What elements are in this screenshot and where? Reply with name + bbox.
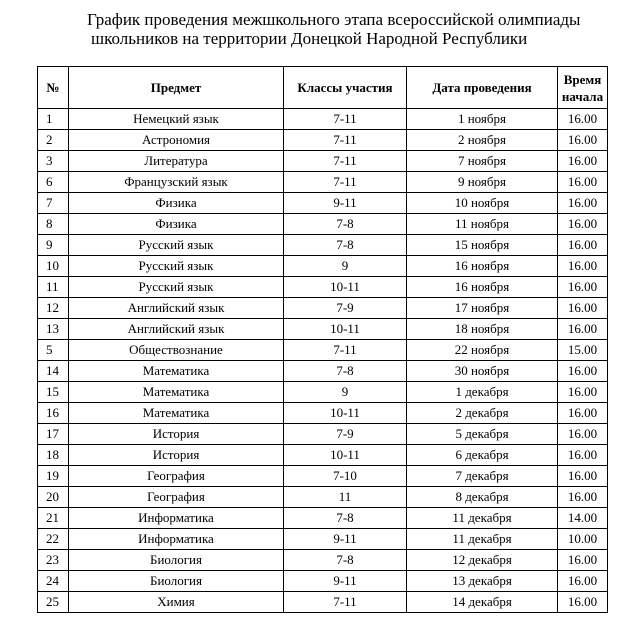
cell-num: 5 [38,340,69,361]
cell-date: 1 ноября [407,109,558,130]
cell-time: 16.00 [558,319,608,340]
cell-date: 16 ноября [407,277,558,298]
cell-date: 11 декабря [407,508,558,529]
cell-num: 25 [38,592,69,613]
cell-subject: Английский язык [69,298,284,319]
header-date: Дата проведения [407,67,558,109]
cell-date: 2 декабря [407,403,558,424]
cell-classes: 7-11 [284,340,407,361]
cell-date: 10 ноября [407,193,558,214]
cell-classes: 7-8 [284,214,407,235]
table-row [38,130,608,151]
table-row [38,340,608,361]
cell-classes: 7-11 [284,151,407,172]
cell-classes: 9-11 [284,193,407,214]
cell-classes: 7-8 [284,235,407,256]
table-row [38,592,608,613]
cell-classes: 10-11 [284,445,407,466]
cell-date: 2 ноября [407,130,558,151]
cell-time: 16.00 [558,151,608,172]
cell-classes: 11 [284,487,407,508]
table-row [38,550,608,571]
cell-num: 18 [38,445,69,466]
cell-num: 23 [38,550,69,571]
table-row [38,361,608,382]
header-row [38,67,608,109]
cell-time: 16.00 [558,193,608,214]
table-row [38,214,608,235]
cell-date: 7 ноября [407,151,558,172]
cell-time: 10.00 [558,529,608,550]
cell-subject: Математика [69,382,284,403]
cell-date: 6 декабря [407,445,558,466]
cell-num: 21 [38,508,69,529]
header-num: № [38,67,69,109]
cell-subject: Русский язык [69,277,284,298]
cell-num: 20 [38,487,69,508]
cell-num: 11 [38,277,69,298]
cell-num: 22 [38,529,69,550]
header-time: Время начала [558,67,608,109]
cell-subject: Математика [69,403,284,424]
cell-classes: 10-11 [284,319,407,340]
cell-date: 8 декабря [407,487,558,508]
table-row [38,424,608,445]
table-row [38,256,608,277]
cell-time: 16.00 [558,298,608,319]
cell-time: 15.00 [558,340,608,361]
table-row [38,487,608,508]
cell-time: 16.00 [558,592,608,613]
cell-num: 14 [38,361,69,382]
header-classes: Классы участия [284,67,407,109]
cell-date: 9 ноября [407,172,558,193]
cell-date: 18 ноября [407,319,558,340]
table-row [38,298,608,319]
cell-classes: 7-10 [284,466,407,487]
cell-subject: Информатика [69,529,284,550]
cell-subject: Литература [69,151,284,172]
cell-subject: Физика [69,214,284,235]
cell-classes: 7-11 [284,172,407,193]
cell-date: 5 декабря [407,424,558,445]
table-row [38,466,608,487]
cell-classes: 7-8 [284,508,407,529]
cell-date: 22 ноября [407,340,558,361]
cell-date: 15 ноября [407,235,558,256]
cell-time: 16.00 [558,277,608,298]
cell-subject: Французский язык [69,172,284,193]
cell-time: 16.00 [558,214,608,235]
table-row [38,151,608,172]
cell-date: 11 декабря [407,529,558,550]
cell-classes: 7-11 [284,592,407,613]
cell-num: 1 [38,109,69,130]
table-row [38,382,608,403]
cell-time: 16.00 [558,550,608,571]
cell-num: 2 [38,130,69,151]
cell-date: 7 декабря [407,466,558,487]
cell-subject: Русский язык [69,256,284,277]
cell-subject: Астрономия [69,130,284,151]
cell-time: 16.00 [558,172,608,193]
document-title [60,10,600,48]
cell-classes: 7-9 [284,424,407,445]
cell-classes: 9 [284,382,407,403]
table-row [38,277,608,298]
cell-date: 13 декабря [407,571,558,592]
cell-num: 7 [38,193,69,214]
cell-subject: Русский язык [69,235,284,256]
cell-date: 12 декабря [407,550,558,571]
table-row [38,571,608,592]
cell-time: 16.00 [558,361,608,382]
cell-num: 3 [38,151,69,172]
table-row [38,193,608,214]
table-row [38,109,608,130]
cell-time: 16.00 [558,382,608,403]
cell-num: 12 [38,298,69,319]
cell-subject: Немецкий язык [69,109,284,130]
cell-num: 19 [38,466,69,487]
cell-date: 16 ноября [407,256,558,277]
cell-subject: Химия [69,592,284,613]
cell-time: 16.00 [558,424,608,445]
table-row [38,445,608,466]
olympiad-schedule-table [37,66,608,613]
cell-classes: 7-8 [284,361,407,382]
table-row [38,172,608,193]
cell-num: 6 [38,172,69,193]
cell-classes: 7-9 [284,298,407,319]
cell-classes: 9-11 [284,529,407,550]
cell-num: 13 [38,319,69,340]
cell-subject: Математика [69,361,284,382]
cell-time: 14.00 [558,508,608,529]
cell-classes: 9 [284,256,407,277]
cell-subject: Биология [69,571,284,592]
cell-classes: 7-8 [284,550,407,571]
cell-date: 17 ноября [407,298,558,319]
title-line-1: График проведения межшкольного этапа всероссийской олимпиады [87,10,581,29]
cell-time: 16.00 [558,466,608,487]
cell-num: 9 [38,235,69,256]
table-row [38,508,608,529]
cell-date: 11 ноября [407,214,558,235]
cell-time: 16.00 [558,571,608,592]
cell-date: 1 декабря [407,382,558,403]
cell-classes: 10-11 [284,403,407,424]
cell-subject: Обществознание [69,340,284,361]
cell-time: 16.00 [558,256,608,277]
cell-time: 16.00 [558,445,608,466]
title-line-2: школьников на территории Донецкой Народной Республики [91,29,528,48]
cell-time: 16.00 [558,109,608,130]
cell-classes: 7-11 [284,130,407,151]
cell-classes: 7-11 [284,109,407,130]
table-row [38,529,608,550]
header-subject: Предмет [69,67,284,109]
table-body [38,109,608,613]
cell-num: 16 [38,403,69,424]
cell-subject: История [69,445,284,466]
cell-time: 16.00 [558,403,608,424]
table-row [38,319,608,340]
cell-num: 24 [38,571,69,592]
cell-num: 10 [38,256,69,277]
cell-subject: Физика [69,193,284,214]
cell-time: 16.00 [558,487,608,508]
cell-num: 15 [38,382,69,403]
cell-subject: Информатика [69,508,284,529]
cell-subject: География [69,466,284,487]
cell-classes: 10-11 [284,277,407,298]
cell-time: 16.00 [558,235,608,256]
cell-time: 16.00 [558,130,608,151]
cell-num: 8 [38,214,69,235]
cell-subject: История [69,424,284,445]
cell-subject: География [69,487,284,508]
cell-num: 17 [38,424,69,445]
cell-classes: 9-11 [284,571,407,592]
cell-subject: Английский язык [69,319,284,340]
table-row [38,235,608,256]
table-row [38,403,608,424]
cell-subject: Биология [69,550,284,571]
cell-date: 30 ноября [407,361,558,382]
cell-date: 14 декабря [407,592,558,613]
